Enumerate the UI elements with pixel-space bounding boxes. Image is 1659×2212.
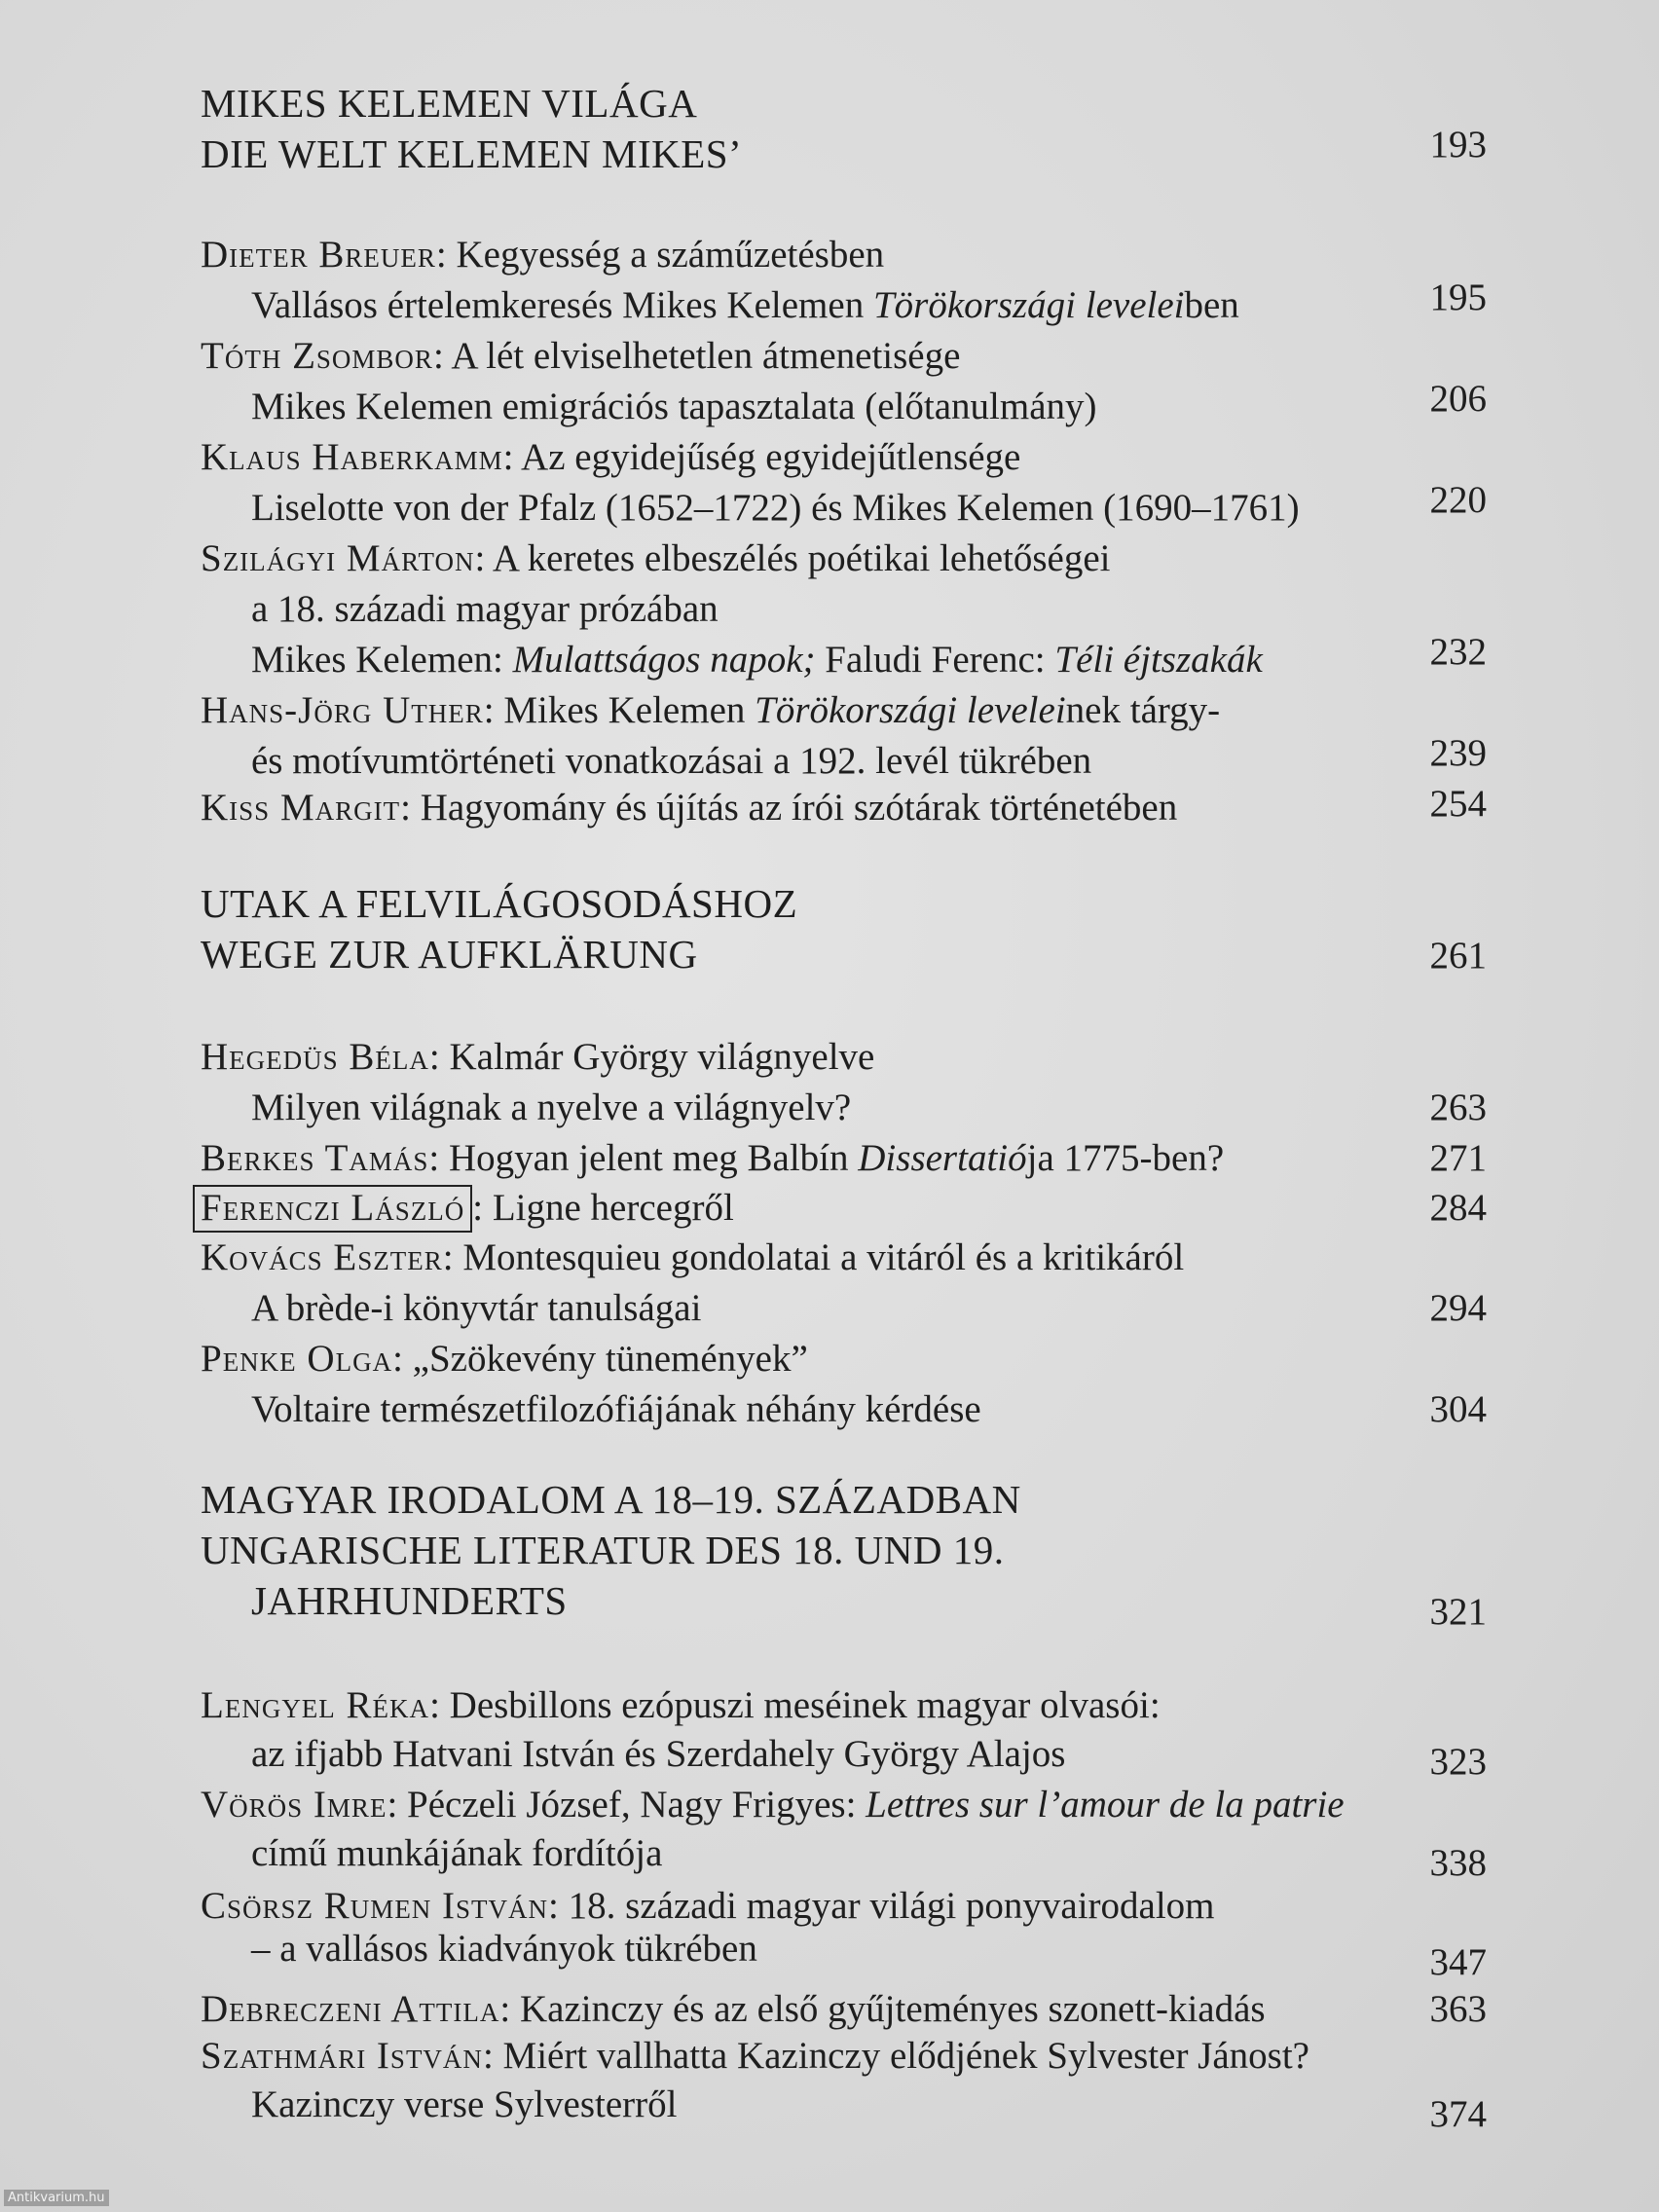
entry-title: Mikes Kelemen: [503, 689, 756, 731]
entry-title: A keretes elbeszélés poétikai lehetőségei: [492, 537, 1111, 579]
entry-author: Debreczeni Attila: [201, 1988, 500, 2030]
entry-title: Kalmár György világnyelve: [449, 1036, 875, 1078]
entry-separator: :: [435, 234, 457, 276]
toc-entry-title[interactable]: [201, 534, 1110, 584]
toc-entry-title[interactable]: [201, 1780, 1345, 1830]
section-heading-line: WEGE ZUR AUFKLÄRUNG: [201, 932, 698, 977]
entry-title-italic: Dissertatió: [858, 1137, 1027, 1179]
toc-entry-title[interactable]: [201, 432, 1020, 483]
entry-separator: :: [442, 1236, 463, 1278]
toc-entry-title[interactable]: [201, 783, 1177, 833]
section-heading-3: [201, 1474, 1349, 1626]
section-heading-2: [201, 878, 1349, 979]
entry-title: Hogyan jelent meg Balbín: [449, 1137, 859, 1179]
toc-entry-title[interactable]: [201, 1133, 1224, 1184]
toc-entry-subtitle: Voltaire természetfilozófiájának néhány kérdése: [251, 1388, 981, 1430]
entry-title: „Szökevény tünemények”: [412, 1338, 808, 1380]
entry-page-number: 232: [1429, 631, 1487, 673]
toc-entry-subtitle: – a vallásos kiadványok tükrében: [251, 1928, 757, 1970]
entry-page-number: 271: [1429, 1137, 1487, 1179]
entry-title: Kegyesség a száműzetésben: [456, 234, 885, 276]
entry-title: Miért vallhatta Kazinczy elődjének Sylvester Jánost?: [502, 2035, 1309, 2077]
entry-author: Szathmári István: [201, 2035, 483, 2077]
entry-subtitle-text: Mikes Kelemen:: [251, 639, 513, 681]
entry-title: A lét elviselhetetlen átmenetisége: [451, 335, 961, 377]
entry-author-highlighted[interactable]: Ferenczi László: [193, 1185, 472, 1233]
entry-title: Montesquieu gondolatai a vitáról és a kritikáról: [462, 1236, 1185, 1278]
entry-author: Vörös Imre: [201, 1784, 387, 1825]
entry-author: Kiss Margit: [201, 787, 401, 829]
entry-author: Csörsz Rumen István: [201, 1885, 549, 1927]
section-heading-line: MAGYAR IRODALOM A 18–19. SZÁZADBAN: [201, 1477, 1021, 1522]
entry-separator: :: [387, 1784, 408, 1825]
section-heading-line: JAHRHUNDERTS: [251, 1578, 568, 1623]
entry-title: Kazinczy és az első gyűjteményes szonett-kiadás: [519, 1988, 1266, 2030]
entry-page-number: 347: [1429, 1941, 1487, 1983]
entry-page-number: 284: [1429, 1187, 1487, 1229]
section-heading-line: UTAK A FELVILÁGOSODÁSHOZ: [201, 881, 798, 926]
watermark: Antikvarium.hu: [4, 2190, 109, 2206]
entry-page-number: 323: [1429, 1741, 1487, 1783]
toc-entry-subtitle: a 18. századi magyar prózában: [251, 588, 719, 630]
entry-separator: :: [483, 689, 504, 731]
entry-author: Tóth Zsombor: [201, 335, 433, 377]
entry-author: Dieter Breuer: [201, 234, 436, 276]
entry-page-number: 304: [1429, 1388, 1487, 1430]
entry-subtitle-italic: Mulattságos napok;: [512, 639, 816, 681]
entry-separator: :: [474, 537, 493, 579]
toc-entry-subtitle: Milyen világnak a nyelve a világnyelv?: [251, 1087, 852, 1128]
toc-entry-title[interactable]: [201, 1984, 1266, 2035]
entry-subtitle-text: Faludi Ferenc:: [815, 639, 1055, 681]
entry-title: Desbillons ezópuszi meséinek magyar olvasói:: [449, 1684, 1161, 1726]
toc-entry-title[interactable]: [201, 1334, 808, 1384]
entry-author: Kovács Eszter: [201, 1236, 443, 1278]
entry-separator: :: [429, 1684, 450, 1726]
entry-separator: :: [482, 2035, 503, 2077]
section-heading-line: MIKES KELEMEN VILÁGA: [201, 81, 698, 126]
toc-entry-subtitle: Kazinczy verse Sylvesterről: [251, 2083, 678, 2125]
entry-subtitle-italic: Téli éjtszakák: [1054, 639, 1263, 681]
entry-page-number: 363: [1429, 1988, 1487, 2030]
section-heading-line: UNGARISCHE LITERATUR DES 18. UND 19.: [201, 1528, 1005, 1572]
entry-separator: :: [502, 436, 522, 478]
toc-entry-subtitle: az ifjabb Hatvani István és Szerdahely György Alajos: [251, 1733, 1066, 1775]
entry-author: Hans-Jörg Uther: [201, 689, 484, 731]
entry-title: Péczeli József, Nagy Frigyes:: [407, 1784, 866, 1825]
entry-title: Ligne hercegről: [492, 1187, 734, 1229]
toc-entry-title[interactable]: [201, 2031, 1309, 2082]
entry-author: Szilágyi Márton: [201, 537, 475, 579]
section-heading-1: [201, 78, 1349, 179]
toc-entry-title[interactable]: [201, 1032, 874, 1083]
toc-entry-title[interactable]: [201, 685, 1220, 736]
entry-author: Lengyel Réka: [201, 1684, 430, 1726]
entry-title: Hagyomány és újítás az írói szótárak történetében: [420, 787, 1178, 829]
entry-separator: :: [548, 1885, 569, 1927]
entry-author: Klaus Haberkamm: [201, 436, 503, 478]
toc-entry-title[interactable]: [201, 1680, 1161, 1731]
entry-page-number: 338: [1429, 1842, 1487, 1884]
toc-entry-title[interactable]: [201, 1183, 734, 1234]
section-page-number: 321: [1429, 1591, 1487, 1633]
toc-entry-subtitle: és motívumtörténeti vonatkozásai a 192. levél tükrében: [251, 740, 1092, 782]
toc-entry-title[interactable]: [201, 230, 884, 280]
entry-page-number: 254: [1429, 783, 1487, 825]
section-heading-line: DIE WELT KELEMEN MIKES’: [201, 131, 743, 176]
entry-separator: :: [432, 335, 452, 377]
entry-subtitle-text: ben: [1184, 284, 1239, 326]
entry-page-number: 374: [1429, 2093, 1487, 2135]
entry-title: 18. századi magyar világi ponyvairodalom: [568, 1885, 1215, 1927]
entry-title: ja 1775-ben?: [1026, 1137, 1225, 1179]
entry-subtitle-italic: Törökországi levelei: [872, 284, 1185, 326]
entry-page-number: 294: [1429, 1287, 1487, 1329]
entry-page-number: 206: [1429, 378, 1487, 420]
toc-entry-subtitle: [251, 635, 1263, 685]
toc-entry-title[interactable]: [201, 331, 960, 382]
entry-title-italic: Törökországi levelei: [755, 689, 1066, 731]
entry-separator: :: [400, 787, 421, 829]
entry-title-italic: Lettres sur l’amour de la patrie: [866, 1784, 1345, 1825]
entry-separator: :: [392, 1338, 413, 1380]
entry-author: Penke Olga: [201, 1338, 393, 1380]
entry-subtitle-text: Vallásos értelemkeresés Mikes Kelemen: [251, 284, 873, 326]
toc-entry-subtitle: A brède-i könyvtár tanulságai: [251, 1287, 702, 1329]
section-page-number: 193: [1429, 124, 1487, 166]
entry-author: Berkes Tamás: [201, 1137, 429, 1179]
toc-entry-title[interactable]: [201, 1233, 1184, 1283]
entry-page-number: 220: [1429, 479, 1487, 521]
toc-entry-subtitle: Mikes Kelemen emigrációs tapasztalata (előtanulmány): [251, 386, 1097, 427]
entry-title: nek tárgy-: [1065, 689, 1221, 731]
entry-separator: :: [428, 1137, 450, 1179]
entry-page-number: 239: [1429, 732, 1487, 774]
toc-entry-subtitle: Liselotte von der Pfalz (1652–1722) és Mikes Kelemen (1690–1761): [251, 487, 1300, 529]
entry-title: Az egyidejűség egyidejűtlensége: [521, 436, 1021, 478]
toc-entry-subtitle: című munkájának fordítója: [251, 1832, 663, 1874]
entry-separator: :: [428, 1036, 450, 1078]
entry-page-number: 195: [1429, 276, 1487, 318]
toc-entry-subtitle: [251, 280, 1239, 331]
section-page-number: 261: [1429, 935, 1487, 977]
entry-page-number: 263: [1429, 1087, 1487, 1128]
entry-separator: :: [499, 1988, 520, 2030]
entry-author: Hegedüs Béla: [201, 1036, 429, 1078]
entry-separator: :: [472, 1187, 493, 1229]
